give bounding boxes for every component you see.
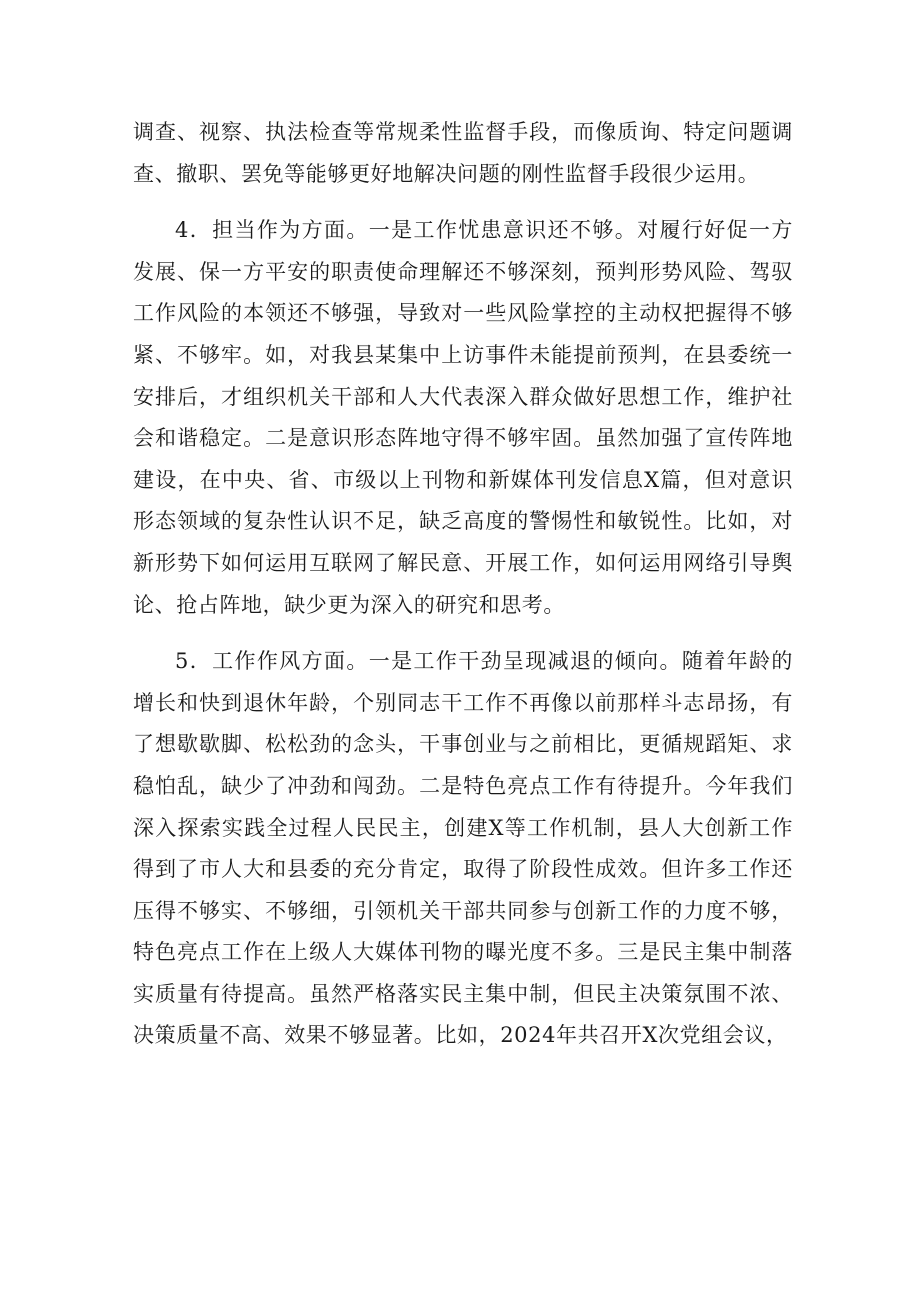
paragraph-continuation: 调查、视察、执法检查等常规柔性监督手段，而像质询、特定问题调查、撤职、罢免等能够更好地解决问题的刚性监督手段很少运用。 (133, 120, 793, 186)
document-body (133, 112, 793, 1072)
paragraph-section-5: 5．工作作风方面。一是工作干劲呈现减退的倾向。随着年龄的增长和快到退休年龄，个别同志干工作不再像以前那样斗志昂扬，有了想歇歇脚、松松劲的念头，干事创业与之前相比，更循规蹈矩、求稳怕乱，缺少了冲劲和闯劲。二是特色亮点工作有待提升。今年我们深入探索实践全过程人民民主，创建X等工作机制，县人大创新工作得到了市人大和县委的充分肯定，取得了阶段性成效。但许多工作还压得不够实、不够细，引领机关干部共同参与创新工作的力度不够，特色亮点工作在上级人大媒体刊物的曝光度不多。三是民主集中制落实质量有待提高。虽然严格落实民主集中制，但民主决策氛围不浓、决策质量不高、效果不够显著。比如，2024年共召开X次党组会议， (133, 649, 793, 1048)
paragraph-section-4: 4．担当作为方面。一是工作忧患意识还不够。对履行好促一方发展、保一方平安的职责使命理解还不够深刻，预判形势风险、驾驭工作风险的本领还不够强，导致对一些风险掌控的主动权把握得不够紧、不够牢。如，对我县某集中上访事件未能提前预判，在县委统一安排后，才组织机关干部和人大代表深入群众做好思想工作，维护社会和谐稳定。二是意识形态阵地守得不够牢固。虽然加强了宣传阵地建设，在中央、省、市级以上刊物和新媒体刊发信息X篇，但对意识形态领域的复杂性认识不足，缺乏高度的警惕性和敏锐性。比如，对新形势下如何运用互联网了解民意、开展工作，如何运用网络引导舆论、抢占阵地，缺少更为深入的研究和思考。 (133, 218, 793, 617)
